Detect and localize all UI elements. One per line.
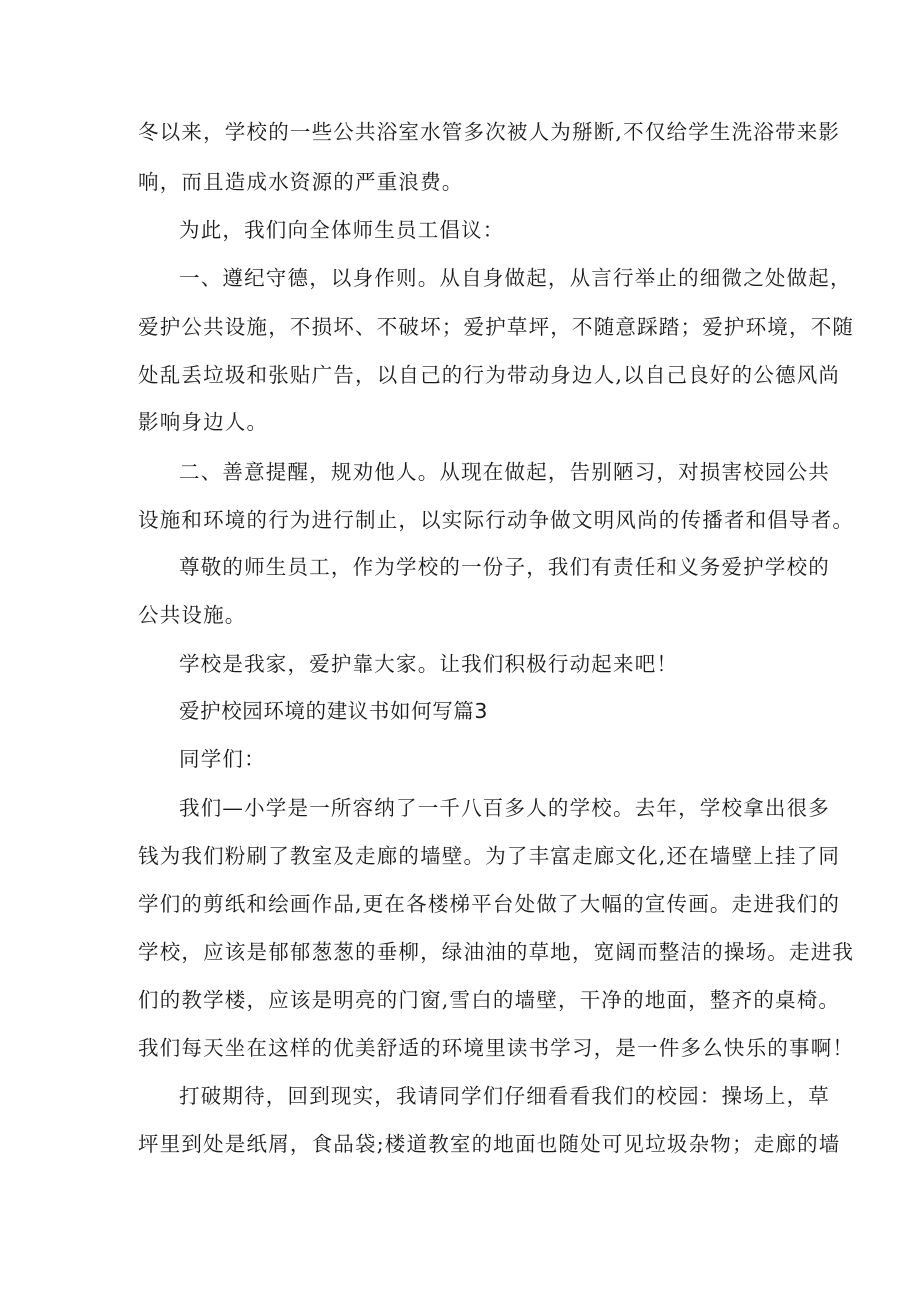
text-line: 设施和环境的行为进行制止，以实际行动争做文明风尚的传播者和倡导者。: [138, 508, 855, 532]
text-line: 爱护公共设施，不损坏、不破坏；爱护草坪，不随意踩踏；爱护环境，不随: [138, 315, 855, 339]
text-line: 打破期待，回到现实，我请同学们仔细看看我们的校园：操场上，草: [179, 1084, 830, 1108]
text-line: 一、遵纪守德，以身作则。从自身做起，从言行举止的细微之处做起，: [179, 266, 852, 290]
text-line: 公共设施。: [138, 603, 247, 627]
text-line: 尊敬的师生员工，作为学校的一份子，我们有责任和义务爱护学校的: [179, 555, 830, 579]
text-line: 影响身边人。: [138, 410, 269, 434]
text-line: 二、善意提醒，规劝他人。从现在做起，告别陋习，对损害校园公共: [179, 460, 830, 484]
section-title: 爱护校园环境的建议书如何写篇3: [179, 699, 489, 723]
text-line: 学校，应该是郁郁葱葱的垂柳，绿油油的草地，宽阔而整洁的操场。走进我: [138, 940, 855, 964]
salutation: 同学们：: [179, 747, 266, 771]
text-line: 处乱丢垃圾和张贴广告，以自己的行为带动身边人,以自己良好的公德风尚: [138, 363, 841, 387]
text-line: 坪里到处是纸屑，食品袋;楼道教室的地面也随处可见垃圾杂物；走廊的墙: [138, 1132, 841, 1156]
text-line: 学们的剪纸和绘画作品,更在各楼梯平台处做了大幅的宣传画。走进我们的: [138, 892, 841, 916]
text-line: 学校是我家，爱护靠大家。让我们积极行动起来吧！: [179, 652, 679, 676]
text-line: 响，而且造成水资源的严重浪费。: [138, 170, 464, 194]
text-line: 我们每天坐在这样的优美舒适的环境里读书学习，是一件多么快乐的事啊！: [138, 1036, 855, 1060]
text-line: 钱为我们粉刷了教室及走廊的墙壁。为了丰富走廊文化,还在墙壁上挂了同: [138, 844, 841, 868]
text-line: 我们—小学是一所容纳了一千八百多人的学校。去年，学校拿出很多: [179, 796, 830, 820]
text-line: 们的教学楼，应该是明亮的门窗,雪白的墙壁，干净的地面，整齐的桌椅。: [138, 988, 841, 1012]
text-line: 冬以来，学校的一些公共浴室水管多次被人为掰断,不仅给学生洗浴带来影: [138, 120, 841, 144]
text-line: 为此，我们向全体师生员工倡议：: [179, 218, 505, 242]
